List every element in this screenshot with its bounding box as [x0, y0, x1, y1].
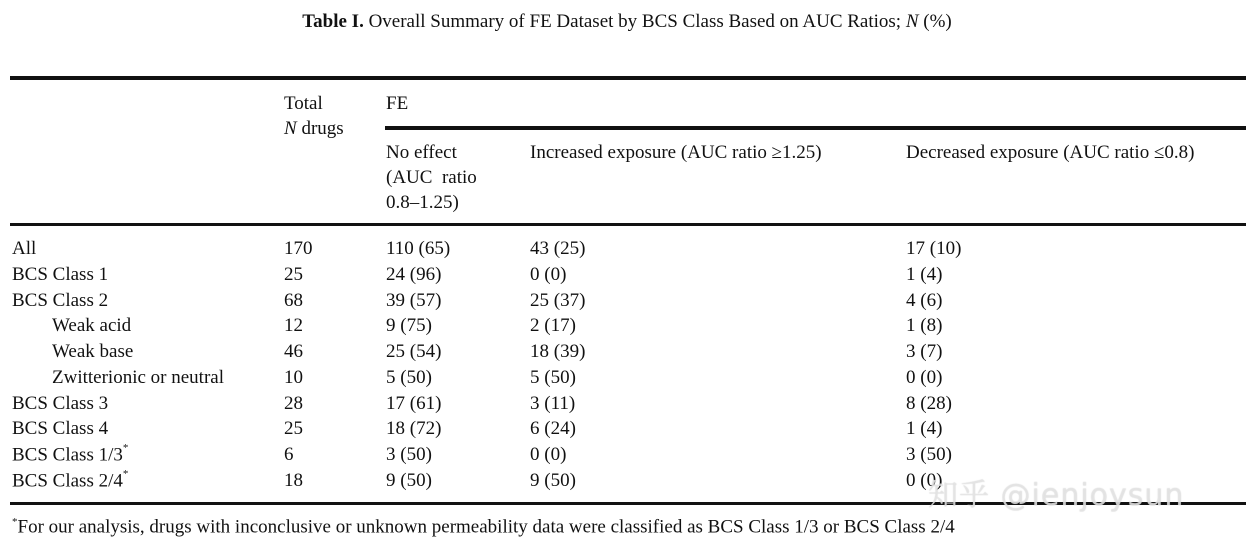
- row-no-effect: [386, 393, 441, 415]
- row-total-n-text: 25: [284, 418, 303, 439]
- table-top-rule: [10, 76, 1246, 80]
- row-total-n: [284, 470, 303, 492]
- row-increased-text: 3 (11): [530, 393, 576, 414]
- row-decreased-text: 3 (50): [906, 444, 952, 465]
- row-total-n-text: 6: [284, 444, 294, 465]
- row-label: [12, 470, 128, 492]
- row-no-effect-text: 18 (72): [386, 418, 442, 439]
- row-total-n: [284, 341, 303, 363]
- table-row: [0, 290, 1254, 316]
- row-increased-text: 9 (50): [530, 470, 576, 491]
- row-total-n-text: 28: [284, 393, 303, 414]
- row-label-text: BCS Class 4: [12, 418, 109, 439]
- row-no-effect: [386, 470, 432, 492]
- row-total-n-text: 170: [284, 238, 313, 259]
- row-increased-text: 6 (24): [530, 418, 576, 439]
- header-total-n: N: [284, 118, 297, 139]
- row-label: [12, 418, 108, 440]
- row-no-effect-text: 9 (50): [386, 470, 432, 491]
- row-decreased-text: 17 (10): [906, 238, 962, 259]
- caption-text-end: (%): [918, 11, 952, 32]
- row-label-text: Zwitterionic or neutral: [52, 367, 224, 388]
- row-no-effect: [386, 367, 432, 389]
- row-label-footnote-mark: *: [122, 468, 129, 480]
- row-label-footnote-mark: *: [122, 442, 129, 454]
- row-no-effect-text: 3 (50): [386, 444, 432, 465]
- row-total-n-text: 10: [284, 367, 303, 388]
- row-increased: [530, 315, 576, 337]
- row-increased: [530, 393, 575, 415]
- row-label-text: Weak acid: [52, 315, 132, 336]
- header-total-drugs: drugs: [296, 118, 344, 139]
- row-total-n: [284, 418, 303, 440]
- row-decreased-text: 0 (0): [906, 367, 943, 388]
- row-total-n: [284, 238, 313, 260]
- row-decreased: [906, 264, 942, 286]
- row-total-n: [284, 290, 303, 312]
- row-no-effect-text: 5 (50): [386, 367, 432, 388]
- row-label-text: All: [12, 238, 37, 259]
- row-decreased: [906, 238, 961, 260]
- header-no-effect: [386, 140, 516, 215]
- watermark: 知乎 @ienjoysun: [928, 478, 1185, 513]
- row-no-effect-text: 39 (57): [386, 290, 442, 311]
- row-no-effect: [386, 418, 441, 440]
- row-decreased-text: 3 (7): [906, 341, 943, 362]
- row-decreased-text: 1 (8): [906, 315, 943, 336]
- row-label: [12, 393, 108, 415]
- row-decreased: [906, 367, 942, 389]
- row-increased-text: 2 (17): [530, 315, 576, 336]
- header-fe: FE: [386, 93, 409, 114]
- header-no-effect-line2: (AUC ratio: [386, 167, 477, 188]
- row-increased: [530, 444, 566, 466]
- caption-text: Overall Summary of FE Dataset by BCS Class Based on AUC Ratios;: [368, 11, 906, 32]
- row-decreased-text: 1 (4): [906, 418, 943, 439]
- row-decreased: [906, 444, 952, 466]
- row-increased: [530, 290, 585, 312]
- table-row: [0, 393, 1254, 419]
- row-label-text: BCS Class 2: [12, 290, 109, 311]
- row-no-effect: [386, 238, 450, 260]
- row-no-effect-text: 24 (96): [386, 264, 442, 285]
- row-label-text: BCS Class 1: [12, 264, 109, 285]
- row-decreased: [906, 418, 942, 440]
- row-label: [52, 367, 224, 389]
- row-total-n: [284, 264, 303, 286]
- table-row: [0, 238, 1254, 264]
- caption-label: Table I.: [302, 11, 364, 32]
- row-label: [52, 341, 133, 363]
- footnote: [12, 516, 955, 538]
- row-label: [12, 238, 36, 260]
- row-no-effect: [386, 315, 432, 337]
- row-decreased-text: 4 (6): [906, 290, 943, 311]
- header-no-effect-line1: No effect: [386, 142, 457, 163]
- table-caption: [0, 11, 1254, 33]
- row-label-text: BCS Class 2/4: [12, 470, 123, 492]
- row-label: [12, 264, 108, 286]
- row-increased-text: 43 (25): [530, 238, 586, 259]
- row-no-effect: [386, 444, 432, 466]
- row-label: [52, 315, 131, 337]
- row-decreased: [906, 315, 942, 337]
- row-increased-text: 0 (0): [530, 264, 567, 285]
- header-total-line2: [284, 116, 344, 141]
- row-increased: [530, 264, 566, 286]
- row-increased: [530, 470, 576, 492]
- header-increased-exposure: Increased exposure (AUC ratio ≥1.25): [530, 142, 822, 163]
- row-no-effect: [386, 290, 441, 312]
- row-increased: [530, 367, 576, 389]
- header-decreased-exposure: Decreased exposure (AUC ratio ≤0.8): [906, 142, 1195, 163]
- row-increased: [530, 341, 585, 363]
- row-decreased: [906, 341, 942, 363]
- table-row: [0, 367, 1254, 393]
- row-increased-text: 18 (39): [530, 341, 586, 362]
- table-row: [0, 341, 1254, 367]
- row-label-text: Weak base: [52, 341, 134, 362]
- footnote-text: For our analysis, drugs with inconclusive or unknown permeability data were classified as BCS Class 1/3 or BCS Class 2/4: [17, 516, 955, 538]
- row-no-effect-text: 9 (75): [386, 315, 432, 336]
- row-increased: [530, 238, 585, 260]
- row-label: [12, 444, 128, 466]
- table-row: [0, 315, 1254, 341]
- row-total-n-text: 18: [284, 470, 303, 491]
- row-increased-text: 0 (0): [530, 444, 567, 465]
- header-bottom-rule: [10, 223, 1246, 226]
- row-decreased-text: 0 (0): [906, 470, 943, 491]
- row-no-effect-text: 25 (54): [386, 341, 442, 362]
- row-decreased: [906, 290, 942, 312]
- row-no-effect: [386, 264, 441, 286]
- row-no-effect-text: 17 (61): [386, 393, 442, 414]
- row-no-effect-text: 110 (65): [386, 238, 451, 259]
- fe-group-rule: [385, 126, 1246, 130]
- row-decreased-text: 1 (4): [906, 264, 943, 285]
- row-total-n-text: 12: [284, 315, 303, 336]
- table-row: [0, 418, 1254, 444]
- row-total-n: [284, 393, 303, 415]
- row-increased: [530, 418, 576, 440]
- row-total-n-text: 25: [284, 264, 303, 285]
- caption-n-symbol: N: [905, 11, 919, 32]
- row-decreased-text: 8 (28): [906, 393, 952, 414]
- footnote-mark: *: [12, 516, 18, 528]
- row-no-effect: [386, 341, 441, 363]
- row-label: [12, 290, 108, 312]
- row-increased-text: 25 (37): [530, 290, 586, 311]
- table-row: [0, 444, 1254, 470]
- table-row: [0, 264, 1254, 290]
- header-no-effect-line3: 0.8–1.25): [386, 192, 459, 213]
- row-total-n-text: 68: [284, 290, 303, 311]
- row-label-text: BCS Class 3: [12, 393, 109, 414]
- row-total-n: [284, 367, 303, 389]
- row-decreased: [906, 393, 952, 415]
- row-increased-text: 5 (50): [530, 367, 576, 388]
- row-total-n: [284, 315, 303, 337]
- header-total-line1: Total: [284, 93, 323, 114]
- header-total-n-drugs: [284, 91, 344, 141]
- row-total-n: [284, 444, 294, 466]
- row-label-text: BCS Class 1/3: [12, 444, 123, 466]
- row-total-n-text: 46: [284, 341, 303, 362]
